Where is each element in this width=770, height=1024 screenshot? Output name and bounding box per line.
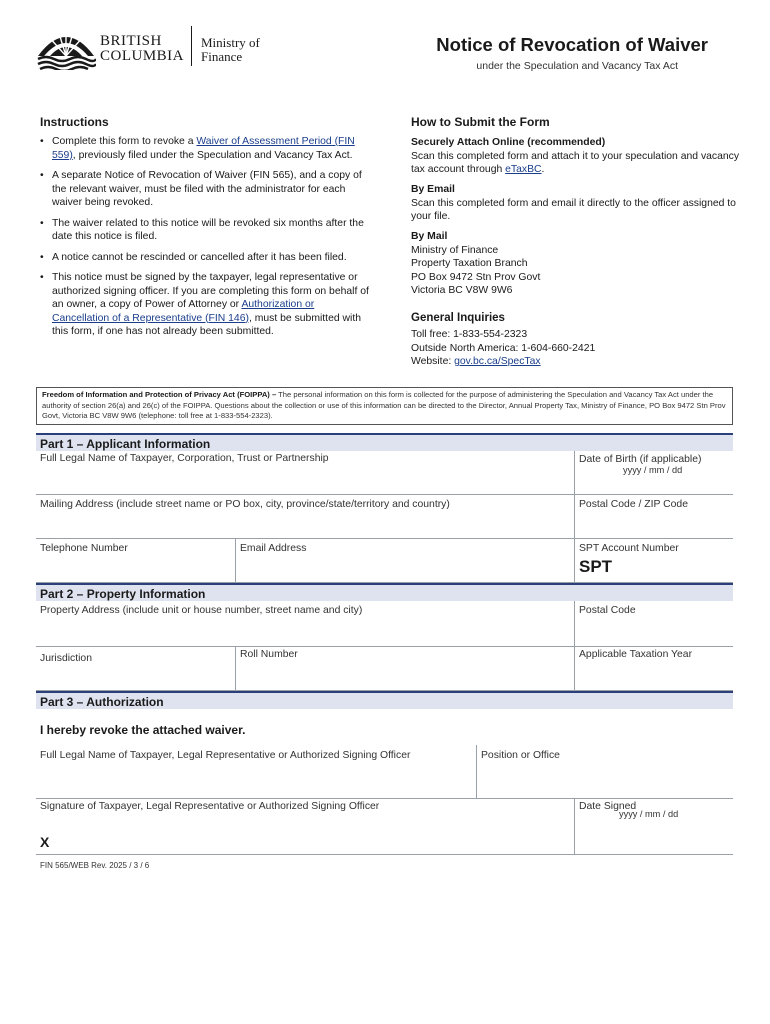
submit-email <box>411 183 741 224</box>
dob-hint: yyyy / mm / dd <box>623 465 683 475</box>
property-postal-field[interactable]: Postal Code <box>575 601 733 647</box>
logo-divider <box>191 26 192 66</box>
telephone-field[interactable]: Telephone Number <box>36 539 235 583</box>
position-field[interactable]: Position or Office <box>477 745 733 799</box>
page-subtitle: under the Speculation and Vacancy Tax Act <box>476 60 678 72</box>
mailing-address-field[interactable]: Mailing Address (include street name or PO box, city, province/state/territory and country) <box>36 495 574 539</box>
date-signed-hint: yyyy / mm / dd <box>619 809 679 819</box>
ministry-line-1: Ministry of <box>201 35 260 50</box>
instruction-item: • This notice must be signed by the taxpayer, legal representative or authorized signing officer. If you are completing this form on behalf of an owner, a copy of Power of Attorney or Authorization or Cancellation of a Representative (FIN 146), must be submitted with this form, if one has not already been submitted. <box>40 271 370 339</box>
instructions-list <box>40 135 370 346</box>
mail-line: Ministry of Finance <box>411 244 499 256</box>
taxation-year-field[interactable]: Applicable Taxation Year <box>575 647 733 691</box>
toll-free: Toll free: 1-833-554-2323 <box>411 329 528 340</box>
signature-label: Signature of Taxpayer, Legal Representative or Authorized Signing Officer <box>40 801 380 812</box>
postal-code-field[interactable]: Postal Code / ZIP Code <box>575 495 733 539</box>
ministry-line-2: Finance <box>201 49 243 64</box>
part-3-header: Part 3 – Authorization <box>36 691 733 709</box>
date-signed-field[interactable] <box>575 799 733 855</box>
property-address-field[interactable]: Property Address (include unit or house number, street name and city) <box>36 601 574 647</box>
signature-field[interactable] <box>36 799 574 855</box>
foippa-notice: Freedom of Information and Protection of Privacy Act (FOIPPA) – The personal information on this form is collected for the purpose of administering the Speculation and Vacancy Tax Act under the authority of section 26(a) and 26(c) of the FOIPPA. Questions about the collection or use of this information can be directed to the Director, Annual Property Tax, Ministry of Finance, PO Box 9472 Stn Prov Govt, Victoria BC V8W 9W6 (telephone: toll free at 1-833-554-2323). <box>36 387 733 425</box>
instruction-item: • The waiver related to this notice will be revoked six months after the date this notice is filed. <box>40 217 370 244</box>
submit-mail <box>411 230 741 298</box>
online-heading: Securely Attach Online (recommended) <box>411 137 606 148</box>
roll-number-field[interactable]: Roll Number <box>236 647 574 691</box>
signature-x-mark: X <box>40 834 50 850</box>
website: Website: gov.bc.ca/SpecTax <box>411 356 541 367</box>
mail-heading: By Mail <box>411 231 448 242</box>
instruction-item: • A notice cannot be rescinded or cancelled after it has been filed. <box>40 251 370 265</box>
online-text: Scan this completed form and attach it to your speculation and vacancy tax account through eTaxBC. <box>411 150 740 175</box>
email-heading: By Email <box>411 184 455 195</box>
dob-label: Date of Birth (if applicable) <box>579 454 702 465</box>
email-field[interactable]: Email Address <box>236 539 574 583</box>
instruction-item: • A separate Notice of Revocation of Waiver (FIN 565), and a copy of the relevant waiver, must be filed with the administrator for each waiver being revoked. <box>40 169 370 210</box>
mail-line: Property Taxation Branch <box>411 258 528 269</box>
fin-559-link[interactable]: Waiver of Assessment Period (FIN 559) <box>52 136 355 161</box>
dob-field[interactable] <box>575 451 733 495</box>
signer-name-field[interactable]: Full Legal Name of Taxpayer, Legal Representative or Authorized Signing Officer <box>36 745 476 799</box>
spt-prefix: SPT <box>579 557 613 576</box>
bc-wordmark <box>100 34 184 64</box>
part-1-header: Part 1 – Applicant Information <box>36 433 733 451</box>
spectax-link[interactable]: gov.bc.ca/SpecTax <box>454 356 541 367</box>
instructions-heading: Instructions <box>40 115 109 129</box>
ministry-name <box>201 36 260 64</box>
bc-sun-icon <box>36 26 96 70</box>
email-text: Scan this completed form and email it directly to the officer assigned to your file. <box>411 197 736 222</box>
submit-heading: How to Submit the Form <box>411 115 550 129</box>
full-name-field[interactable]: Full Legal Name of Taxpayer, Corporation, Trust or Partnership <box>36 451 574 495</box>
spt-account-field[interactable] <box>575 539 733 583</box>
submit-online <box>411 136 741 177</box>
revoke-statement: I hereby revoke the attached waiver. <box>40 723 246 737</box>
spt-label: SPT Account Number <box>579 543 679 554</box>
bc-government-logo <box>36 24 276 74</box>
logo-line-1: BRITISH <box>100 33 162 49</box>
mail-line: PO Box 9472 Stn Prov Govt <box>411 271 541 283</box>
form-id: FIN 565/WEB Rev. 2025 / 3 / 6 <box>40 861 150 870</box>
general-inquiries <box>411 328 741 369</box>
page-title: Notice of Revocation of Waiver <box>436 34 708 55</box>
fin-146-link[interactable]: Authorization or Cancellation of a Representative (FIN 146) <box>52 299 315 324</box>
logo-line-2: COLUMBIA <box>100 48 185 64</box>
etaxbc-link[interactable]: eTaxBC <box>505 164 542 175</box>
part-2-header: Part 2 – Property Information <box>36 583 733 601</box>
date-signed-label: Date Signed <box>579 801 637 812</box>
general-inquiries-heading: General Inquiries <box>411 312 505 324</box>
instruction-item: • Complete this form to revoke a Waiver of Assessment Period (FIN 559), previously filed under the Speculation and Vacancy Tax Act. <box>40 135 370 162</box>
mail-line: Victoria BC V8W 9W6 <box>411 285 513 296</box>
jurisdiction-field[interactable]: Jurisdiction <box>36 647 235 691</box>
outside-na: Outside North America: 1-604-660-2421 <box>411 342 596 354</box>
